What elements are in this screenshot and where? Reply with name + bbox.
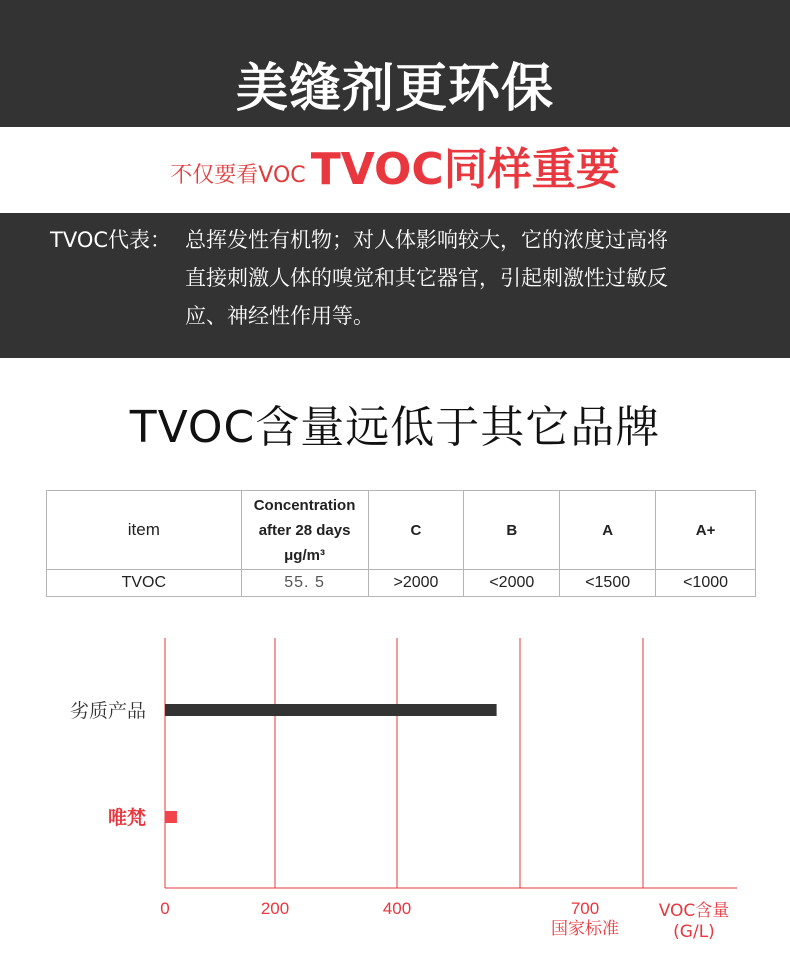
header-grade-c: C [368,491,464,570]
header-concentration-line: μg/m³ [284,546,325,564]
chart-category-label: 唯梵 [107,807,146,829]
row-grade-a: <1500 [560,570,656,597]
description-panel [0,213,790,358]
chart-tick-label: 0 [160,899,170,918]
chart-x-axis-unit: (G/L) [673,922,715,942]
subtitle-small: 不仅要看VOC [170,163,306,188]
row-concentration-value: 55. 5 [241,570,368,597]
subtitle-big: TVOC同样重要 [310,144,620,195]
chart-category-label: 劣质产品 [69,700,146,722]
description-line: 应、神经性作用等。 [185,304,374,328]
chart-tick-label: 700 [570,899,600,918]
description-text [185,221,750,335]
chart-x-axis-label: VOC含量 [658,901,730,921]
table-header-row [47,491,756,570]
table-row [47,570,756,597]
voc-bar-chart [0,620,790,978]
section-heading: TVOC含量远低于其它品牌 [129,402,661,453]
header-item: item [47,491,242,570]
chart-bar [165,704,497,716]
spec-table [46,490,756,597]
header-concentration [241,491,368,570]
description-line: 总挥发性有机物；对人体影响较大，它的浓度过高将 [185,228,668,252]
top-banner [0,0,790,127]
chart-bar [165,811,177,823]
header-grade-b: B [464,491,560,570]
description-label: TVOC代表： [50,228,172,252]
row-item: TVOC [47,570,242,597]
chart-tick-label: 200 [260,899,290,918]
row-grade-c: >2000 [368,570,464,597]
description-line: 直接刺激人体的嗅觉和其它器官，引起刺激性过敏反 [185,266,668,290]
header-concentration-line: after 28 days [258,521,351,539]
header-grade-a-plus: A+ [656,491,756,570]
banner-title: 美缝剂更环保 [235,59,554,119]
subtitle-row [0,127,790,213]
row-grade-a-plus: <1000 [656,570,756,597]
header-concentration-line: Concentration [253,496,356,514]
header-grade-a: A [560,491,656,570]
chart-tick-label: 400 [382,899,412,918]
chart-standard-label: 国家标准 [551,919,619,939]
row-grade-b: <2000 [464,570,560,597]
